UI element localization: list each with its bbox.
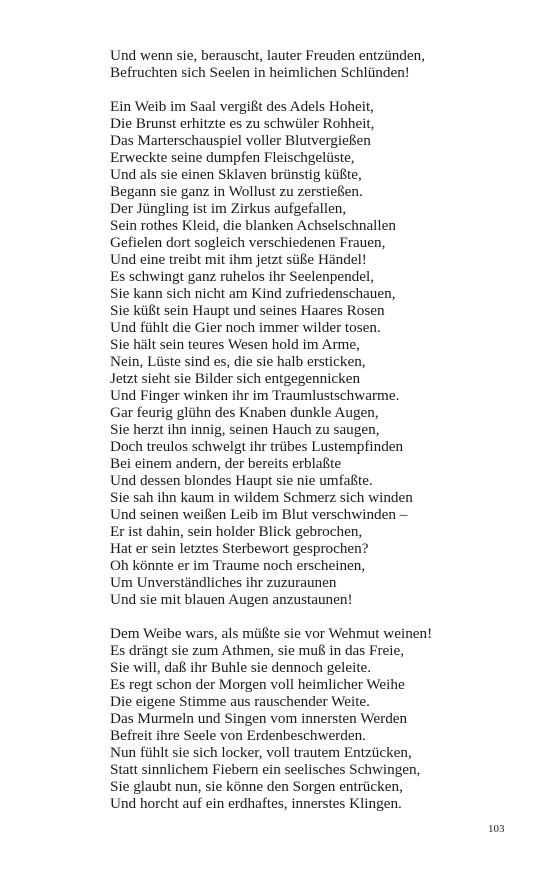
poem-line: Es schwingt ganz ruhelos ihr Seelenpendel, (110, 268, 375, 285)
poem-line: Sie glaubt nun, sie könne den Sorgen entrücken, (110, 778, 403, 795)
poem-line: Und wenn sie, berauscht, lauter Freuden entzünden, (110, 47, 426, 64)
stanza (110, 625, 530, 812)
poem-line: Sie will, daß ihr Buhle sie dennoch geleite. (110, 659, 372, 676)
poem-line: Nun fühlt sie sich locker, voll trautem Entzücken, (110, 744, 412, 761)
poem-line: Sie sah ihn kaum in wildem Schmerz sich winden (110, 489, 413, 506)
poem-line: Nein, Lüste sind es, die sie halb ersticken, (110, 353, 366, 370)
poem-text (110, 47, 530, 829)
poem-line: Um Unverständliches ihr zuzuraunen (110, 574, 337, 591)
poem-line: Es regt schon der Morgen voll heimlicher Weihe (110, 676, 405, 693)
poem-line: Die Brunst erhitzte es zu schwüler Rohheit, (110, 115, 375, 132)
poem-line: Jetzt sieht sie Bilder sich entgegennicken (110, 370, 361, 387)
poem-line: Statt sinnlichem Fiebern ein seelisches Schwingen, (110, 761, 421, 778)
poem-line: Befreit ihre Seele von Erdenbeschwerden. (110, 727, 366, 744)
poem-line: Und horcht auf ein erdhaftes, innerstes Klingen. (110, 795, 402, 812)
poem-line: Und dessen blondes Haupt sie nie umfaßte. (110, 472, 373, 489)
poem-line: Ein Weib im Saal vergißt des Adels Hoheit, (110, 98, 374, 115)
poem-line: Dem Weibe wars, als müßte sie vor Wehmut weinen! (110, 625, 433, 642)
poem-line: Gefielen dort sogleich verschiedenen Frauen, (110, 234, 386, 251)
poem-line: Doch treulos schwelgt ihr trübes Lustempfinden (110, 438, 404, 455)
poem-line: Hat er sein letztes Sterbewort gesprochen? (110, 540, 369, 557)
poem-line: Begann sie ganz in Wollust zu zerstießen. (110, 183, 363, 200)
poem-line: Bei einem andern, der bereits erblaßte (110, 455, 342, 472)
poem-line: Und als sie einen Sklaven brünstig küßte, (110, 166, 362, 183)
poem-line: Sein rothes Kleid, die blanken Achselschnallen (110, 217, 396, 234)
poem-line: Er ist dahin, sein holder Blick gebrochen, (110, 523, 363, 540)
poem-line: Und seinen weißen Leib im Blut verschwinden – (110, 506, 408, 523)
poem-line: Und eine treibt mit ihm jetzt süße Händel! (110, 251, 367, 268)
poem-line: Erweckte seine dumpfen Fleischgelüste, (110, 149, 355, 166)
poem-line: Und sie mit blauen Augen anzustaunen! (110, 591, 353, 608)
poem-line: Und Finger winken ihr im Traumlustschwarme. (110, 387, 400, 404)
stanza (110, 47, 530, 81)
poem-line: Das Marterschauspiel voller Blutvergießen (110, 132, 371, 149)
poem-line: Sie küßt sein Haupt und seines Haares Rosen (110, 302, 385, 319)
poem-line: Und fühlt die Gier noch immer wilder tosen. (110, 319, 381, 336)
poem-line: Das Murmeln und Singen vom innersten Werden (110, 710, 408, 727)
poem-line: Die eigene Stimme aus rauschender Weite. (110, 693, 370, 710)
page-number: 103 (488, 823, 505, 835)
poem-line: Es drängt sie zum Athmen, sie muß in das Freie, (110, 642, 404, 659)
poem-line: Sie herzt ihn innig, seinen Hauch zu saugen, (110, 421, 380, 438)
poem-line: Sie hält sein teures Wesen hold im Arme, (110, 336, 360, 353)
poem-line: Der Jüngling ist im Zirkus aufgefallen, (110, 200, 347, 217)
stanza (110, 98, 530, 608)
poem-line: Befruchten sich Seelen in heimlichen Schlünden! (110, 64, 410, 81)
poem-line: Oh könnte er im Traume noch erscheinen, (110, 557, 366, 574)
poem-line: Sie kann sich nicht am Kind zufriedenschauen, (110, 285, 396, 302)
poem-line: Gar feurig glühn des Knaben dunkle Augen, (110, 404, 379, 421)
